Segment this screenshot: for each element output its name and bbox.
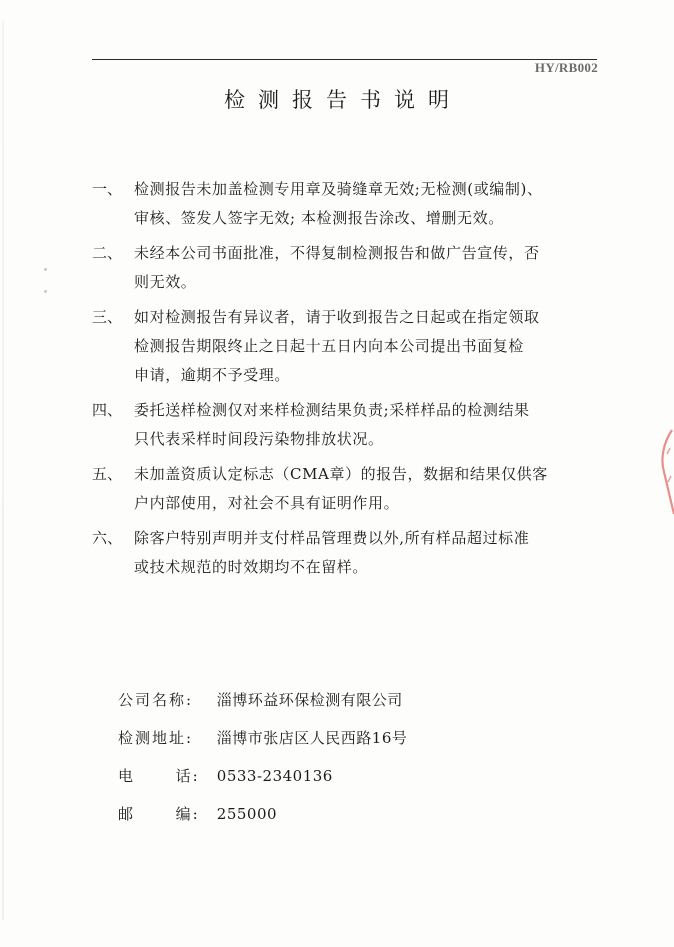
clause-3 xyxy=(92,303,622,390)
clause-number: 六、 xyxy=(92,529,123,547)
clause-text-line: 检测报告期限终止之日起十五日内向本公司提出书面复检 xyxy=(134,337,525,355)
clause-4 xyxy=(92,396,622,454)
clause-number: 一、 xyxy=(92,180,123,198)
clause-text-line: 委托送样检测仅对来样检测结果负责;采样样品的检测结果 xyxy=(134,401,530,419)
clause-2 xyxy=(92,239,622,297)
clause-text-line: 户内部使用，对社会不具有证明作用。 xyxy=(134,494,400,512)
company-name-value: 淄博环益环保检测有限公司 xyxy=(216,691,403,709)
clause-5 xyxy=(92,460,622,518)
clause-text-line: 除客户特别声明并支付样品管理费以外,所有样品超过标准 xyxy=(134,529,530,547)
postcode-row xyxy=(118,800,618,838)
scan-speck xyxy=(44,290,47,293)
phone-label: 电 话: xyxy=(118,767,200,785)
clause-text-line: 或技术规范的时效期均不在留样。 xyxy=(134,558,369,576)
clause-text-line: 如对检测报告有异议者，请于收到报告之日起或在指定领取 xyxy=(134,308,540,326)
clause-text-line: 则无效。 xyxy=(134,273,197,291)
clause-text-line: 申请，逾期不予受理。 xyxy=(134,366,291,384)
header-rule xyxy=(92,59,597,60)
address-row xyxy=(118,724,618,762)
company-info xyxy=(118,686,618,838)
postcode-label: 邮 编: xyxy=(118,805,200,823)
clause-text-line: 只代表采样时间段污染物排放状况。 xyxy=(134,430,384,448)
phone-value: 0533-2340136 xyxy=(216,767,333,785)
clause-list xyxy=(92,175,622,588)
document-code: HY/RB002 xyxy=(534,60,598,75)
page-title: 检测报告书说明 xyxy=(224,88,462,112)
company-name-label: 公司名称: xyxy=(118,691,194,709)
clause-text-line: 未加盖资质认定标志（CMA章）的报告，数据和结果仅供客 xyxy=(134,465,548,483)
clause-number: 三、 xyxy=(92,308,123,326)
phone-row xyxy=(118,762,618,800)
address-label: 检测地址: xyxy=(118,729,194,747)
clause-1 xyxy=(92,175,622,233)
clause-6 xyxy=(92,524,622,582)
company-name-row xyxy=(118,686,618,724)
clause-text-line: 检测报告未加盖检测专用章及骑缝章无效;无检测(或编制)、 xyxy=(134,180,543,198)
scan-edge-shadow xyxy=(2,20,4,920)
scan-speck xyxy=(44,268,47,271)
clause-number: 二、 xyxy=(92,244,123,262)
clause-number: 五、 xyxy=(92,465,123,483)
address-value: 淄博市张店区人民西路16号 xyxy=(216,729,408,747)
postcode-value: 255000 xyxy=(216,805,278,823)
clause-text-line: 审核、签发人签字无效; 本检测报告涂改、增删无效。 xyxy=(134,209,504,227)
clause-text-line: 未经本公司书面批准，不得复制检测报告和做广告宣传，否 xyxy=(134,244,540,262)
clause-number: 四、 xyxy=(92,401,123,419)
seam-stamp-edge-icon xyxy=(650,428,674,518)
